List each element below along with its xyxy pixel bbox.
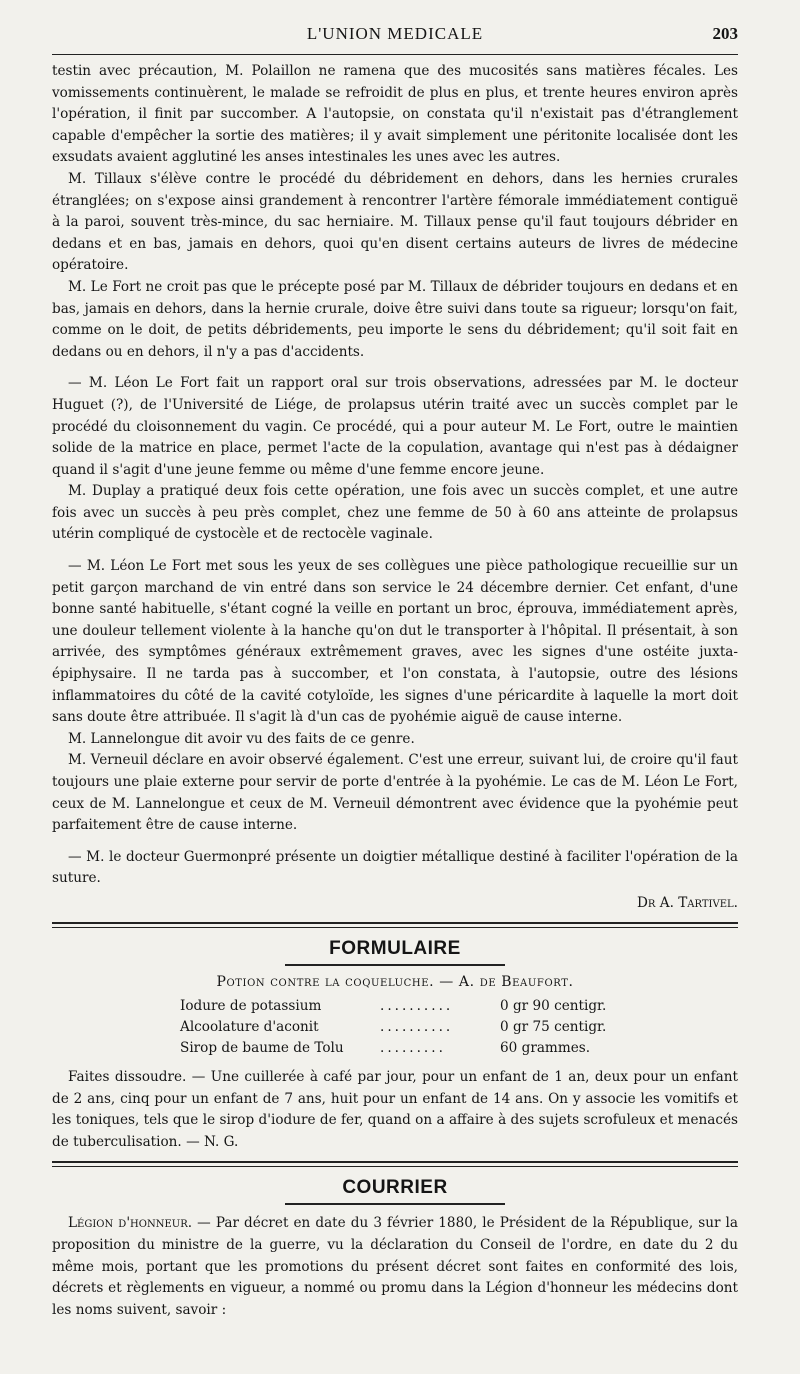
- ingredient-name: Iodure de potassium: [180, 997, 322, 1014]
- formulaire-underline: [285, 964, 505, 966]
- recipe-ingredients: [180, 996, 606, 1059]
- paragraph-duplay: M. Duplay a pratiqué deux fois cette opération, une fois avec un succès complet, et une autre fois avec un succès à peu près complet, chez une femme de 50 à 60 ans atteinte de prolapsus utérin compliqué de cystocèle et de rectocèle vaginale.: [52, 483, 738, 543]
- paragraph-lannelongue: M. Lannelongue dit avoir vu des faits de ce genre.: [68, 730, 415, 747]
- ingredient-row: [180, 1038, 606, 1059]
- section-divider: [52, 1161, 738, 1167]
- ingredient-name: Alcoolature d'aconit: [180, 1018, 319, 1035]
- ingredient-name: Sirop de baume de Tolu: [180, 1039, 344, 1056]
- paragraph-le-fort-reply: M. Le Fort ne croit pas que le précepte posé par M. Tillaux de débrider toujours en dedans et en bas, jamais en dehors, dans la hernie crurale, doive être suivi dans toute sa rigueur; lorsqu'on fait, comme on le doit, de petits débridements, peu importe le sens du débridement; qu'il soit fait en dedans ou en dehors, il n'y a pas d'accidents.: [52, 278, 738, 360]
- author-signature: [52, 892, 738, 914]
- leader-dots: ..........: [380, 1018, 454, 1035]
- journal-page: [52, 24, 738, 1321]
- paragraph-verneuil: M. Verneuil déclare en avoir observé également. C'est une erreur, suivant lui, de croire qu'il faut toujours une plaie externe pour servir de porte d'entrée à la pyohémie. Le cas de M. Léon Le Fort, ceux de M. Lannelongue et ceux de M. Verneuil démontrent avec évidence que la pyohémie peut parfaitement être de cause interne.: [52, 752, 738, 834]
- ingredient-row: [180, 996, 606, 1017]
- courrier-text: — Par décret en date du 3 février 1880, le Président de la République, sur la proposition du ministre de la guerre, vu la déclaration du Conseil de l'ordre, en date du 2 du même mois, portant que les promotions du présent décret sont faites en conformité des lois, décrets et règlements en vigueur, a nommé ou promu dans la Légion d'honneur les médecins dont les noms suivent, savoir :: [52, 1215, 738, 1318]
- recipe-instructions: Faites dissoudre. — Une cuillerée à café par jour, pour un enfant de 1 an, deux pour un enfant de 2 ans, cinq pour un enfant de 7 ans, huit pour un enfant de 14 ans. On y associe les vomitifs et les toniques, tels que le sirop d'iodure de fer, quand on a affaire à des sujets scrofuleux et menacés de tuberculisation. — N. G.: [52, 1068, 738, 1150]
- leader-dots: .........: [380, 1039, 446, 1056]
- paragraph-le-fort-report: — M. Léon Le Fort fait un rapport oral sur trois observations, adressées par M. le docteur Huguet (?), de l'Université de Liége, de prolapsus utérin traité avec un succès complet par le procédé du cloisonnement du vagin. Ce procédé, qui a pour auteur M. Le Fort, outre le maintien solide de la matrice en place, permet l'acte de la copulation, avantage qui n'est pas à dédaigner quand il s'agit d'une jeune femme ou même d'une femme encore jeune.: [52, 375, 738, 478]
- paragraph-guermonpre: — M. le docteur Guermonpré présente un doigtier métallique destiné à faciliter l'opération de la suture.: [52, 848, 738, 887]
- signature-text: Dr A. Tartivel.: [637, 894, 738, 911]
- paragraph-polaillon-case: testin avec précaution, M. Polaillon ne ramena que des mucosités sans matières fécales. Les vomissements continuèrent, le malade se refroidit de plus en plus, et trente heures environ après l'opération, il finit par succomber. A l'autopsie, on constata qu'il n'existait pas d'étranglement capable d'empêcher la sortie des matières; il y avait simplement une péritonite localisée dont les exsudats avaient agglutiné les anses intestinales les unes avec les autres.: [52, 63, 738, 166]
- formulaire-heading: FORMULAIRE: [329, 937, 461, 959]
- page-number: 203: [712, 24, 738, 43]
- ingredient-row: [180, 1017, 606, 1038]
- journal-title: L'UNION MEDICALE: [306, 24, 484, 43]
- paragraph-tillaux: M. Tillaux s'élève contre le procédé du débridement en dehors, dans les hernies crurales étranglées; on s'expose ainsi grandement à rencontrer l'artère fémorale immédiatement contiguë à la paroi, souvent très-mince, du sac herniaire. M. Tillaux pense qu'il faut toujours débrider en dedans et en bas, jamais en dehors, quoi qu'en disent certains auteurs de livres de médecine opératoire.: [52, 170, 738, 274]
- courrier-heading: COURRIER: [342, 1177, 448, 1199]
- paragraph-le-fort-specimen: — M. Léon Le Fort met sous les yeux de ses collègues une pièce pathologique recueillie sur un petit garçon marchand de vin entré dans son service le 24 décembre dernier. Cet enfant, d'une bonne santé habituelle, s'étant cogné la veille en portant un broc, éprouva, immédiatement après, une douleur tellement violente à la hanche qu'on dut le transporter à l'hôpital. Il présentait, à son arrivée, des symptômes généraux extrêmement graves, avec les signes d'une ostéite juxta-épiphysaire. Il ne tarda pas à succomber, et l'on constata, à l'autopsie, outre des lésions inflammatoires du côté de la cavité cotyloïde, les signes d'une péricardite à laquelle la mort doit sans doute être attribuée. Il s'agit là d'un cas de pyohémie aiguë de cause interne.: [52, 558, 738, 726]
- ingredient-quantity: 0 gr 90 centigr.: [500, 997, 607, 1014]
- courrier-paragraph: [52, 1213, 738, 1321]
- courrier-lead: Légion d'honneur.: [68, 1215, 193, 1232]
- ingredient-quantity: 60 grammes.: [500, 1039, 591, 1056]
- recipe-title: Potion contre la coqueluche. — A. de Beaufort.: [216, 973, 574, 990]
- ingredient-quantity: 0 gr 75 centigr.: [500, 1018, 607, 1035]
- courrier-underline: [285, 1203, 505, 1205]
- section-divider: [52, 922, 738, 928]
- leader-dots: ..........: [380, 997, 454, 1014]
- header-rule: [52, 54, 738, 55]
- running-header: [52, 24, 738, 50]
